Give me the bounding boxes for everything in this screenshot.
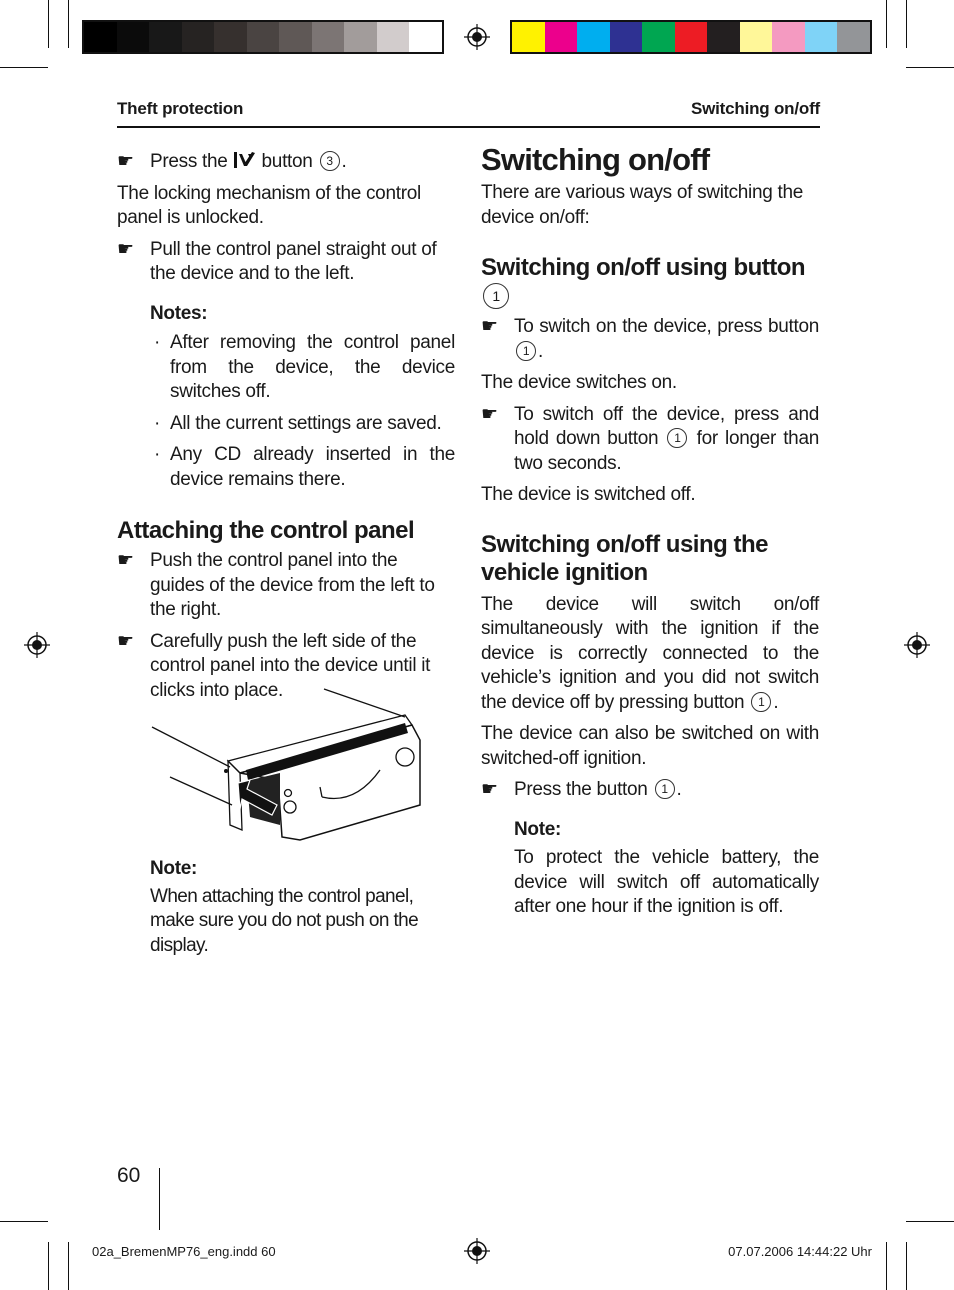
notes-block [117, 302, 455, 493]
color-swatch [610, 22, 643, 52]
color-swatch [247, 22, 280, 52]
pointing-hand-icon: ☛ [117, 238, 134, 260]
color-swatch [182, 22, 215, 52]
pointing-hand-icon: ☛ [117, 550, 134, 571]
note-bullet [150, 443, 455, 492]
step-text: Push the control panel into the guides of the device from the left to the right. [150, 550, 435, 620]
intro-paragraph: There are various ways of switching the device on/off: [481, 182, 804, 228]
color-swatch [675, 22, 708, 52]
notes-heading: Notes: [150, 302, 208, 324]
body-paragraph: The device switches on. [481, 372, 677, 393]
color-swatch [312, 22, 345, 52]
color-swatch [409, 22, 442, 52]
color-swatch [279, 22, 312, 52]
color-swatch [149, 22, 182, 52]
registration-mark-icon [904, 632, 930, 658]
pointing-hand-icon: ☛ [117, 151, 134, 172]
slug-timestamp: 07.07.2006 14:44:22 Uhr [728, 1244, 872, 1259]
step-text: Press the button [514, 779, 648, 800]
bullet-text: After removing the control panel from the device, the device switches off. [170, 332, 455, 402]
instruction-step [117, 238, 455, 287]
note-bullet [150, 412, 455, 437]
step-text: Pull the control panel straight out of the device and to the left. [150, 238, 437, 284]
crop-mark [0, 67, 48, 68]
heading-text: vehicle ignition [481, 558, 648, 586]
color-swatch [805, 22, 838, 52]
crop-mark [48, 0, 49, 48]
instruction-step [117, 150, 455, 175]
note-heading: Note: [514, 818, 562, 840]
note-heading: Note: [150, 858, 198, 879]
body-paragraph [481, 593, 819, 716]
color-swatch [837, 22, 870, 52]
color-swatch [642, 22, 675, 52]
registration-mark-icon [464, 1238, 490, 1264]
button-number-badge: 1 [655, 779, 675, 799]
instruction-step [117, 549, 455, 623]
page-number: 60 [117, 1164, 141, 1187]
crop-mark [906, 1221, 954, 1222]
button-number-badge: 1 [751, 692, 771, 712]
process-color-bar [510, 20, 872, 54]
paragraph-text: The device will switch on/off simultaneously with the ignition if the device is correctly connected to the vehicle’s ignition and you did not switch the device off by pressing button [481, 593, 819, 713]
running-header-left: Theft protection [117, 99, 244, 118]
punctuation: . [341, 151, 347, 172]
bullet-dot: · [154, 444, 161, 465]
heading-text: Switching on/off using the [481, 530, 768, 558]
section-heading [481, 254, 819, 310]
button-number-badge: 1 [667, 428, 687, 448]
color-swatch [377, 22, 410, 52]
body-paragraph: The device is switched off. [481, 484, 696, 505]
punctuation: . [676, 779, 682, 800]
page-title: Switching on/off [481, 142, 710, 177]
release-panel-icon [233, 151, 257, 169]
pointing-hand-icon: ☛ [117, 630, 134, 652]
crop-mark [906, 1242, 907, 1290]
header-rule [117, 126, 820, 128]
step-text: button [261, 151, 313, 172]
button-number-badge: 3 [320, 151, 340, 171]
color-swatch [740, 22, 773, 52]
crop-mark [906, 0, 907, 48]
control-panel-insertion-illustration [150, 685, 430, 845]
step-text: for longer than two seconds. [514, 428, 819, 474]
step-text: To switch off the device, press and hold down button [514, 403, 819, 449]
instruction-step [481, 403, 819, 477]
color-swatch [707, 22, 740, 52]
pointing-hand-icon: ☛ [481, 316, 498, 337]
grayscale-color-bar [82, 20, 444, 54]
crop-mark [0, 1221, 48, 1222]
step-text: Carefully push the left side of the control panel into the device until it clicks into place. [150, 630, 431, 701]
punctuation: . [538, 340, 543, 362]
color-swatch [545, 22, 578, 52]
note-text: When attaching the control panel, make sure you do not push on the display. [150, 885, 419, 956]
right-column [481, 143, 819, 920]
body-paragraph: The device can also be switched on with switched-off ignition. [481, 723, 819, 769]
color-swatch [344, 22, 377, 52]
color-swatch [117, 22, 150, 52]
registration-mark-icon [464, 24, 490, 50]
color-swatch [214, 22, 247, 52]
heading-text: Switching on/off using button [481, 254, 806, 281]
button-number-badge: 1 [516, 341, 536, 361]
crop-mark [886, 1242, 887, 1290]
figure-note [150, 857, 456, 958]
note-block [481, 818, 819, 920]
step-text: To switch on the device, press button [514, 316, 819, 337]
note-bullet [150, 331, 455, 405]
step-text: Press the [150, 151, 228, 172]
color-swatch [512, 22, 545, 52]
crop-mark [48, 1242, 49, 1290]
punctuation: . [773, 691, 779, 713]
bullet-text: Any CD already inserted in the device remains there. [170, 444, 455, 490]
instruction-step [481, 778, 819, 803]
pointing-hand-icon: ☛ [481, 403, 498, 425]
crop-mark [886, 0, 887, 48]
bullet-dot: · [154, 332, 161, 353]
crop-mark [906, 67, 954, 68]
color-swatch [84, 22, 117, 52]
running-header-right: Switching on/off [691, 99, 820, 118]
button-number-badge: 1 [483, 283, 509, 309]
registration-mark-icon [24, 632, 50, 658]
instruction-step [481, 315, 819, 364]
section-heading: Attaching the control panel [117, 517, 415, 544]
crop-mark [68, 1242, 69, 1290]
section-heading [481, 531, 819, 587]
color-swatch [772, 22, 805, 52]
note-text: To protect the vehicle battery, the device will switch off automatically after one hour if the ignition is off. [514, 847, 819, 917]
bullet-text: All the current settings are saved. [170, 412, 442, 434]
left-column [117, 150, 455, 703]
pointing-hand-icon: ☛ [481, 779, 498, 800]
folio-rule [159, 1168, 160, 1230]
slug-file-info: 02a_BremenMP76_eng.indd 60 [92, 1244, 276, 1259]
crop-mark [68, 0, 69, 48]
body-paragraph: The locking mechanism of the control panel is unlocked. [117, 182, 421, 228]
bullet-dot: · [154, 412, 161, 434]
color-swatch [577, 22, 610, 52]
